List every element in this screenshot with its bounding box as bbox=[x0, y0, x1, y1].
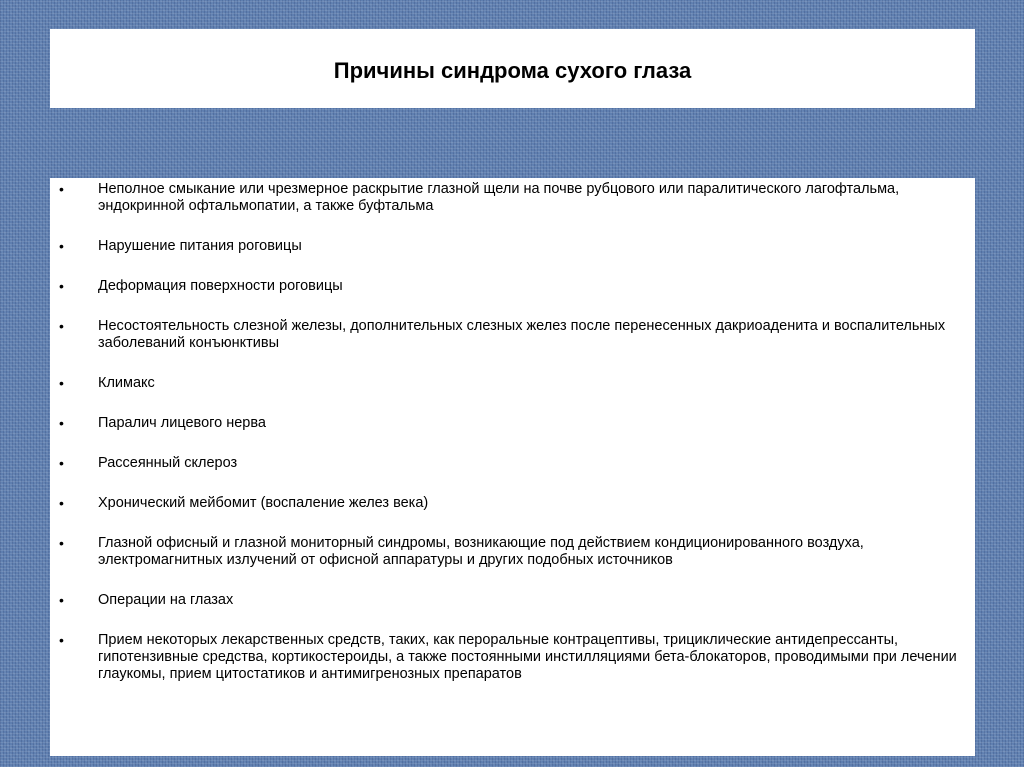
list-item-text: Несостоятельность слезной железы, дополнительных слезных желез после перенесенных дакриоаденита и воспалительных заболеваний конъюнктивы bbox=[98, 318, 946, 351]
list-item bbox=[50, 181, 975, 215]
list-item-text: Прием некоторых лекарственных средств, таких, как пероральные контрацептивы, трициклические антидепрессанты, гипотензивные средства, кортикостероиды, а также постоянными инстилляциями бета-блокаторов, проводимыми при лечении глаукомы, прием цитостатиков и антимигренозных препаратов bbox=[98, 632, 957, 682]
bullet-icon: • bbox=[59, 535, 64, 551]
bullet-icon: • bbox=[59, 592, 64, 608]
list-item bbox=[50, 415, 975, 432]
bullet-icon: • bbox=[59, 415, 64, 431]
bullet-icon: • bbox=[59, 318, 64, 334]
list-item bbox=[50, 592, 975, 609]
list-item-text: Деформация поверхности роговицы bbox=[98, 278, 343, 294]
bullet-icon: • bbox=[59, 278, 64, 294]
content-panel bbox=[50, 178, 975, 756]
list-item bbox=[50, 278, 975, 295]
list-item-text: Неполное смыкание или чрезмерное раскрытие глазной щели на почве рубцового или паралитического лагофтальма, эндокринной офтальмопатии, а также буфтальма bbox=[98, 181, 900, 214]
list-item bbox=[50, 495, 975, 512]
bullet-icon: • bbox=[59, 632, 64, 648]
list-item bbox=[50, 535, 975, 569]
list-item-text: Рассеянный склероз bbox=[98, 455, 238, 471]
list-item bbox=[50, 375, 975, 392]
list-item-text: Хронический мейбомит (воспаление желез века) bbox=[98, 495, 429, 511]
list-item-text: Паралич лицевого нерва bbox=[98, 415, 266, 431]
title-panel bbox=[50, 29, 975, 108]
bullet-icon: • bbox=[59, 455, 64, 471]
bullet-icon: • bbox=[59, 375, 64, 391]
list-item bbox=[50, 318, 975, 352]
causes-list bbox=[50, 181, 975, 683]
bullet-icon: • bbox=[59, 495, 64, 511]
slide-title: Причины синдрома сухого глаза bbox=[333, 57, 692, 83]
list-item-text: Глазной офисный и глазной мониторный синдромы, возникающие под действием кондиционированного воздуха, электромагнитных излучений от офисной аппаратуры и других подобных источников bbox=[98, 535, 864, 568]
list-item-text: Климакс bbox=[98, 375, 155, 391]
list-item bbox=[50, 238, 975, 255]
bullet-icon: • bbox=[59, 238, 64, 254]
list-item bbox=[50, 455, 975, 472]
list-item-text: Операции на глазах bbox=[98, 592, 234, 608]
list-item bbox=[50, 632, 975, 683]
bullet-icon: • bbox=[59, 181, 64, 197]
list-item-text: Нарушение питания роговицы bbox=[98, 238, 302, 254]
